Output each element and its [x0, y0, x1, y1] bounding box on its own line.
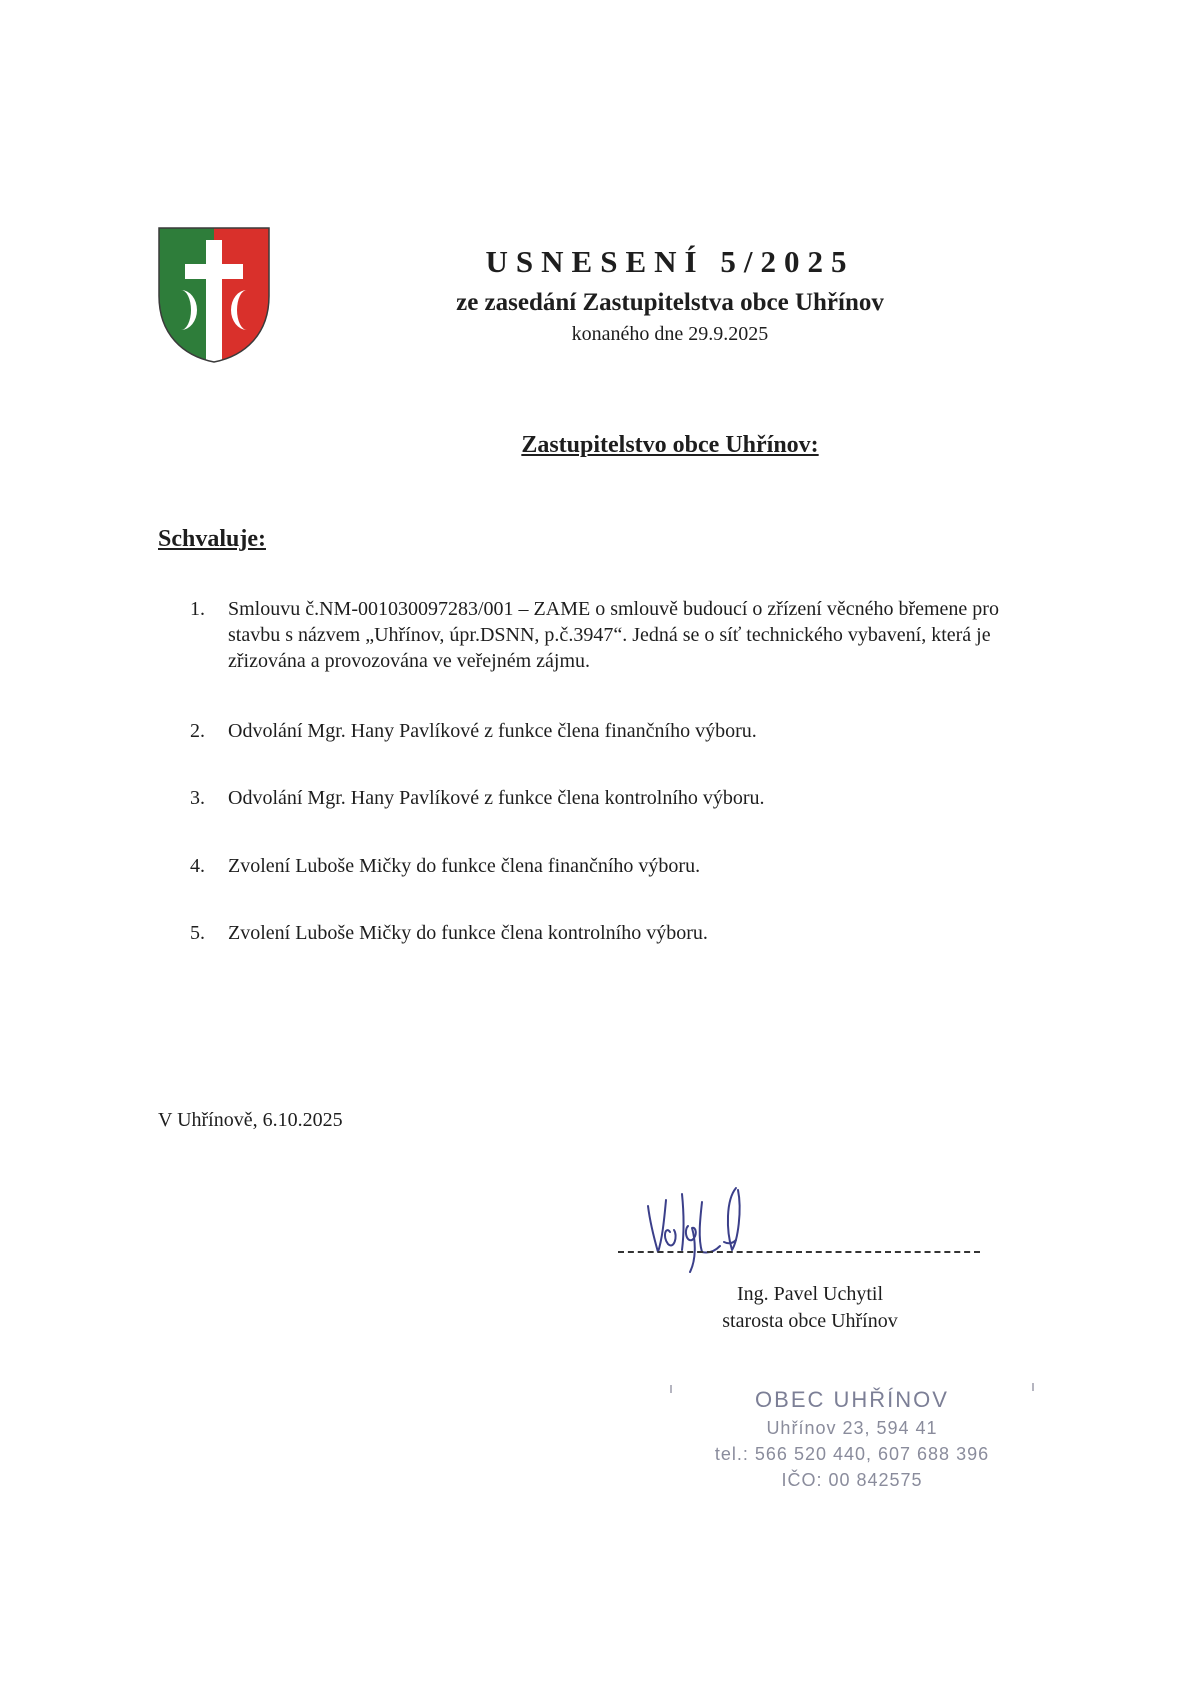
stamp-address: Uhřínov 23, 594 41 [766, 1418, 938, 1438]
stamp-mark [1032, 1383, 1034, 1391]
stamp-mark [670, 1385, 672, 1393]
item-text: Odvolání Mgr. Hany Pavlíkové z funkce člena finančního výboru. [228, 720, 757, 742]
item-text: Smlouvu č.NM-001030097283/001 – ZAME o smlouvě budoucí o zřízení věcného břemene pro stavbu s názvem „Uhřínov, úpr.DSNN, p.č.3947“. Jedná se o síť technického vybavení, která je zřizována a provozována ve veřejném zájmu. [228, 598, 999, 672]
approves-heading: Schvaluje: [158, 526, 266, 552]
coat-of-arms-icon [157, 226, 271, 364]
resolution-item [190, 785, 1020, 811]
item-number: 2. [190, 720, 205, 742]
stamp-phone: tel.: 566 520 440, 607 688 396 [714, 1444, 990, 1464]
resolution-item [190, 718, 1020, 744]
document-subtitle: ze zasedání Zastupitelstva obce Uhřínov [456, 289, 884, 316]
item-text: Odvolání Mgr. Hany Pavlíkové z funkce člena kontrolního výboru. [228, 787, 765, 809]
resolution-item [190, 920, 1020, 946]
item-text: Zvolení Luboše Mičky do funkce člena finančního výboru. [228, 855, 701, 877]
item-number: 5. [190, 922, 205, 944]
official-stamp [672, 1385, 1032, 1525]
item-number: 1. [190, 598, 205, 620]
place-and-date: V Uhřínově, 6.10.2025 [158, 1109, 343, 1131]
document-title: USNESENÍ 5/2025 [485, 244, 855, 279]
item-number: 3. [190, 787, 205, 809]
signer-name: Ing. Pavel Uchytil [736, 1283, 884, 1305]
signature-line [618, 1251, 980, 1253]
stamp-ico: IČO: 00 842575 [781, 1470, 923, 1490]
meeting-date: konaného dne 29.9.2025 [571, 323, 769, 345]
signature-image [640, 1170, 790, 1280]
stamp-name: OBEC UHŘÍNOV [755, 1387, 949, 1412]
signer-role: starosta obce Uhřínov [722, 1310, 898, 1332]
item-number: 4. [190, 855, 205, 877]
council-heading: Zastupitelstvo obce Uhřínov: [521, 432, 819, 458]
resolution-item [190, 596, 1020, 674]
item-text: Zvolení Luboše Mičky do funkce člena kontrolního výboru. [228, 922, 708, 944]
resolution-item [190, 853, 1020, 879]
